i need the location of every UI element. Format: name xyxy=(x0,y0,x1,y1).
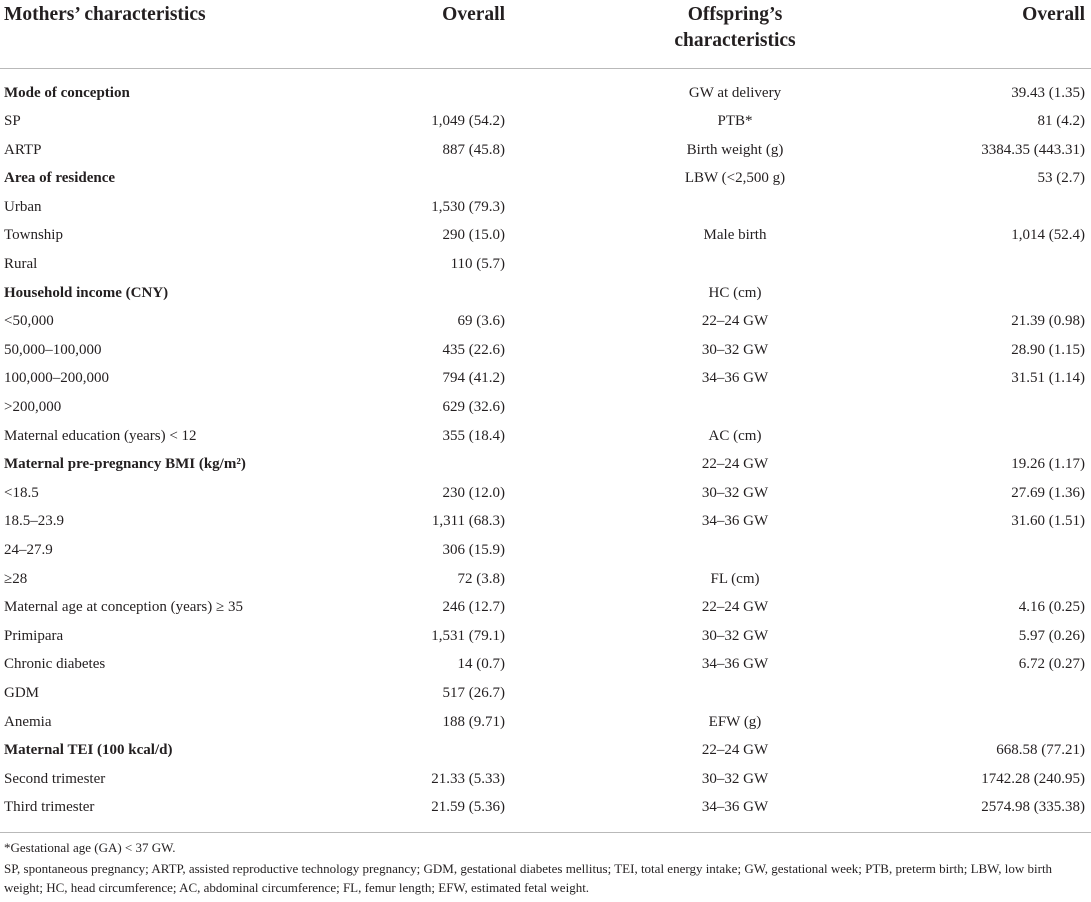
table-row xyxy=(0,250,1091,279)
offspring-overall-cell xyxy=(870,250,1091,279)
mother-characteristic-cell: Primipara xyxy=(4,627,64,644)
offspring-overall-cell xyxy=(870,279,1091,308)
offspring-characteristic-cell: 22–24 GW xyxy=(701,313,769,330)
offspring-overall-cell: 1,014 (52.4) xyxy=(1011,227,1085,244)
table-row xyxy=(0,565,1091,594)
mother-characteristic-cell: SP xyxy=(4,113,21,130)
offspring-characteristic-cell: 30–32 GW xyxy=(701,341,769,358)
footnote-abbreviations: SP, spontaneous pregnancy; ARTP, assisted reproductive technology pregnancy; GDM, gestational diabetes mellitus; TEI, total energy intake; GW, gestational week; PTB, preterm birth; LBW, low birth weight; HC, head circumference; AC, abdominal circumference; FL, femur length; EFW, estimated fetal weight. xyxy=(4,861,1053,895)
offspring-characteristic-cell: 30–32 GW xyxy=(701,627,769,644)
mother-overall-cell xyxy=(330,736,600,765)
offspring-characteristic-cell: PTB* xyxy=(717,113,753,130)
offspring-characteristic-cell: 34–36 GW xyxy=(701,656,769,673)
table-row xyxy=(0,393,1091,422)
offspring-overall-cell xyxy=(870,536,1091,565)
mother-overall-cell: 1,049 (54.2) xyxy=(431,113,505,130)
offspring-overall-cell: 6.72 (0.27) xyxy=(1018,656,1085,673)
offspring-overall-cell: 5.97 (0.26) xyxy=(1018,627,1085,644)
table-row xyxy=(0,107,1091,136)
mother-overall-cell xyxy=(330,279,600,308)
mother-characteristic-cell: Township xyxy=(4,227,63,244)
mother-characteristic-cell: Household income (CNY) xyxy=(4,284,169,301)
mother-overall-cell: 21.59 (5.36) xyxy=(431,799,505,816)
table-row xyxy=(0,336,1091,365)
offspring-characteristic-cell xyxy=(600,250,870,279)
offspring-overall-cell xyxy=(870,565,1091,594)
offspring-overall-cell xyxy=(870,422,1091,451)
mother-characteristic-cell: Third trimester xyxy=(4,799,95,816)
offspring-overall-cell: 27.69 (1.36) xyxy=(1011,484,1085,501)
offspring-overall-cell xyxy=(870,679,1091,708)
table-row xyxy=(0,479,1091,508)
mother-characteristic-cell: <50,000 xyxy=(4,313,54,330)
offspring-overall-cell xyxy=(870,193,1091,222)
mother-overall-cell: 188 (9.71) xyxy=(442,713,505,730)
mother-overall-cell: 306 (15.9) xyxy=(442,542,505,558)
mother-characteristic-cell: Maternal pre-pregnancy BMI (kg/m²) xyxy=(4,456,246,473)
mother-characteristic-cell: ARTP xyxy=(4,141,42,158)
offspring-overall-cell: 3384.35 (443.31) xyxy=(981,141,1085,158)
offspring-characteristic-cell: 22–24 GW xyxy=(701,456,769,473)
mother-characteristic-cell: Rural xyxy=(4,256,38,273)
offspring-characteristic-cell: FL (cm) xyxy=(710,570,760,587)
mother-overall-cell: 435 (22.6) xyxy=(442,341,505,358)
mother-overall-cell: 230 (12.0) xyxy=(442,484,505,501)
offspring-overall-cell: 21.39 (0.98) xyxy=(1011,313,1085,330)
table-row xyxy=(0,221,1091,250)
offspring-characteristic-cell: AC (cm) xyxy=(708,427,762,444)
header-overall-offspring: Overall xyxy=(1022,4,1085,25)
mother-characteristic-cell: Area of residence xyxy=(4,170,116,187)
offspring-characteristic-cell: Birth weight (g) xyxy=(686,141,784,158)
header-overall-mothers: Overall xyxy=(442,4,505,25)
table-row xyxy=(0,622,1091,651)
table-body xyxy=(0,68,1091,822)
mother-characteristic-cell: <18.5 xyxy=(4,484,39,501)
offspring-characteristic-cell: 22–24 GW xyxy=(701,742,769,759)
table-row xyxy=(0,193,1091,222)
mother-overall-cell: 21.33 (5.33) xyxy=(431,770,505,787)
table-row xyxy=(0,679,1091,708)
offspring-characteristic-cell xyxy=(600,679,870,708)
mother-overall-cell: 517 (26.7) xyxy=(442,684,505,701)
table-row xyxy=(0,136,1091,165)
table-row xyxy=(0,507,1091,536)
offspring-characteristic-cell: 34–36 GW xyxy=(701,799,769,816)
mother-overall-cell: 14 (0.7) xyxy=(457,656,505,673)
mother-overall-cell: 290 (15.0) xyxy=(442,227,505,244)
offspring-overall-cell: 31.60 (1.51) xyxy=(1011,513,1085,530)
table-row xyxy=(0,364,1091,393)
mother-overall-cell xyxy=(330,450,600,479)
offspring-overall-cell: 28.90 (1.15) xyxy=(1011,341,1085,358)
mother-characteristic-cell: Chronic diabetes xyxy=(4,656,106,673)
offspring-characteristic-cell xyxy=(600,536,870,565)
offspring-overall-cell: 53 (2.7) xyxy=(1037,170,1085,187)
offspring-characteristic-cell xyxy=(600,193,870,222)
offspring-characteristic-cell xyxy=(600,393,870,422)
table-row xyxy=(0,708,1091,737)
mother-overall-cell: 1,531 (79.1) xyxy=(431,627,505,644)
mother-overall-cell: 794 (41.2) xyxy=(442,370,505,387)
table-header xyxy=(0,0,1091,68)
offspring-overall-cell: 81 (4.2) xyxy=(1037,113,1085,130)
offspring-characteristic-cell: Male birth xyxy=(703,227,767,244)
offspring-overall-cell: 19.26 (1.17) xyxy=(1011,456,1085,473)
mother-characteristic-cell: Anemia xyxy=(4,713,52,730)
offspring-characteristic-cell: 30–32 GW xyxy=(701,484,769,501)
table-row xyxy=(0,793,1091,822)
footnote-gestational-age: *Gestational age (GA) < 37 GW. xyxy=(4,840,176,855)
offspring-overall-cell xyxy=(870,708,1091,737)
mother-overall-cell: 1,311 (68.3) xyxy=(431,513,505,530)
mother-overall-cell xyxy=(330,68,600,107)
mother-characteristic-cell: 24–27.9 xyxy=(4,542,53,558)
mother-overall-cell: 887 (45.8) xyxy=(442,141,505,158)
mother-overall-cell: 355 (18.4) xyxy=(442,427,505,444)
table-row xyxy=(0,164,1091,193)
table-row xyxy=(0,593,1091,622)
mother-characteristic-cell: Maternal age at conception (years) ≥ 35 xyxy=(4,599,243,616)
offspring-overall-cell: 1742.28 (240.95) xyxy=(981,770,1085,787)
offspring-overall-cell: 31.51 (1.14) xyxy=(1011,370,1085,387)
offspring-characteristic-cell: EFW (g) xyxy=(708,713,762,730)
mother-characteristic-cell: Second trimester xyxy=(4,770,106,787)
mother-characteristic-cell: ≥28 xyxy=(4,570,28,587)
mother-overall-cell: 72 (3.8) xyxy=(457,570,505,587)
table-row xyxy=(0,422,1091,451)
mother-characteristic-cell: GDM xyxy=(4,684,40,701)
table-row xyxy=(0,536,1091,565)
offspring-characteristic-cell: 34–36 GW xyxy=(701,513,769,530)
mother-overall-cell: 69 (3.6) xyxy=(457,313,505,330)
mother-characteristic-cell: >200,000 xyxy=(4,399,62,416)
mother-overall-cell: 1,530 (79.3) xyxy=(431,198,505,215)
table-row xyxy=(0,765,1091,794)
table-row xyxy=(0,279,1091,308)
table-row xyxy=(0,68,1091,107)
table-row xyxy=(0,307,1091,336)
offspring-overall-cell: 39.43 (1.35) xyxy=(1011,84,1085,101)
table-row xyxy=(0,450,1091,479)
mother-characteristic-cell: 18.5–23.9 xyxy=(4,513,64,530)
table-row xyxy=(0,650,1091,679)
mother-characteristic-cell: Mode of conception xyxy=(4,84,130,101)
table-row xyxy=(0,736,1091,765)
offspring-overall-cell: 4.16 (0.25) xyxy=(1018,599,1085,616)
offspring-characteristic-cell: 34–36 GW xyxy=(701,370,769,387)
offspring-characteristic-cell: GW at delivery xyxy=(688,84,782,101)
mother-characteristic-cell: Maternal education (years) < 12 xyxy=(4,427,197,444)
mother-characteristic-cell: Urban xyxy=(4,198,42,215)
mother-characteristic-cell: Maternal TEI (100 kcal/d) xyxy=(4,742,173,759)
mother-characteristic-cell: 50,000–100,000 xyxy=(4,341,102,358)
mother-overall-cell xyxy=(330,164,600,193)
mother-overall-cell: 629 (32.6) xyxy=(442,399,505,416)
mother-characteristic-cell: 100,000–200,000 xyxy=(4,370,109,387)
offspring-overall-cell: 668.58 (77.21) xyxy=(996,742,1085,759)
offspring-overall-cell: 2574.98 (335.38) xyxy=(981,799,1085,816)
table-bottom-rule xyxy=(0,832,1091,833)
offspring-characteristic-cell: 22–24 GW xyxy=(701,599,769,616)
offspring-characteristic-cell: HC (cm) xyxy=(708,284,762,301)
mother-overall-cell: 246 (12.7) xyxy=(442,599,505,616)
offspring-overall-cell xyxy=(870,393,1091,422)
offspring-characteristic-cell: LBW (<2,500 g) xyxy=(684,170,786,187)
offspring-characteristic-cell: 30–32 GW xyxy=(701,770,769,787)
mother-overall-cell: 110 (5.7) xyxy=(450,256,505,273)
header-mothers-characteristics: Mothers’ characteristics xyxy=(4,4,206,25)
header-offspring-characteristics: Offspring’s characteristics xyxy=(674,4,796,51)
